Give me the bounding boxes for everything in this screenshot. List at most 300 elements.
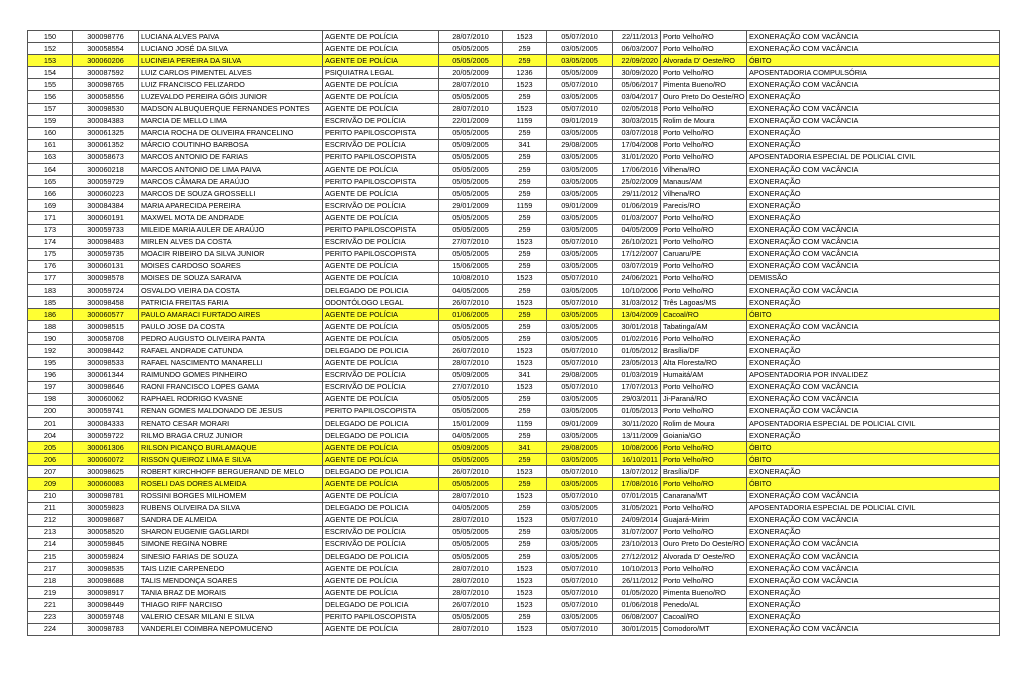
cell-name: ROSELI DAS DORES ALMEIDA (139, 478, 323, 490)
cell-edict: 1159 (503, 200, 547, 212)
cell-position: DELEGADO DE POLICIA (323, 599, 439, 611)
table-row (28, 139, 1000, 151)
cell-date-edict: 05/07/2010 (547, 297, 613, 309)
cell-registration: 300059845 (73, 538, 139, 550)
cell-name: RAFAEL ANDRADE CATUNDA (139, 345, 323, 357)
cell-registration: 300098765 (73, 79, 139, 91)
cell-date-start: 28/07/2010 (439, 79, 503, 91)
cell-registration: 300098783 (73, 623, 139, 635)
cell-location: Porto Velho/RO (661, 381, 747, 393)
cell-position: DELEGADO DE POLICIA (323, 502, 439, 514)
cell-position: AGENTE DE POLÍCIA (323, 31, 439, 43)
cell-position: AGENTE DE POLÍCIA (323, 91, 439, 103)
cell-name: MARCOS CÂMARA DE ARAÚJO (139, 176, 323, 188)
cell-registration: 300059733 (73, 224, 139, 236)
cell-name: MARCOS DE SOUZA GROSSELLI (139, 188, 323, 200)
cell-date-edict: 05/07/2010 (547, 623, 613, 635)
cell-edict: 341 (503, 139, 547, 151)
cell-number: 196 (28, 369, 73, 381)
cell-position: AGENTE DE POLÍCIA (323, 260, 439, 272)
cell-registration: 300060223 (73, 188, 139, 200)
cell-number: 152 (28, 43, 73, 55)
cell-reason: EXONERAÇÃO COM VACÂNCIA (747, 381, 1000, 393)
cell-location: Brasília/DF (661, 466, 747, 478)
cell-name: MOACIR RIBEIRO DA SILVA JUNIOR (139, 248, 323, 260)
cell-registration: 300098687 (73, 514, 139, 526)
cell-edict: 259 (503, 611, 547, 623)
cell-date-start: 05/05/2005 (439, 91, 503, 103)
cell-reason: EXONERAÇÃO COM VACÂNCIA (747, 31, 1000, 43)
cell-registration: 300059729 (73, 176, 139, 188)
table-row (28, 611, 1000, 623)
cell-name: THIAGO RIFF NARCISO (139, 599, 323, 611)
cell-position: AGENTE DE POLÍCIA (323, 164, 439, 176)
cell-date-end: 07/01/2015 (613, 490, 661, 502)
cell-registration: 300087592 (73, 67, 139, 79)
cell-date-start: 05/09/2005 (439, 442, 503, 454)
table-row (28, 91, 1000, 103)
cell-number: 175 (28, 248, 73, 260)
cell-date-start: 05/05/2005 (439, 55, 503, 67)
table-row (28, 357, 1000, 369)
cell-name: RISSON QUEIROZ LIMA E SILVA (139, 454, 323, 466)
table-row (28, 502, 1000, 514)
cell-edict: 259 (503, 333, 547, 345)
cell-reason: EXONERAÇÃO COM VACÂNCIA (747, 224, 1000, 236)
cell-date-start: 04/05/2005 (439, 430, 503, 442)
cell-registration: 300098533 (73, 357, 139, 369)
table-row (28, 393, 1000, 405)
table-row (28, 623, 1000, 635)
cell-reason: EXONERAÇÃO COM VACÂNCIA (747, 103, 1000, 115)
cell-date-start: 05/05/2005 (439, 393, 503, 405)
cell-date-start: 20/05/2009 (439, 67, 503, 79)
cell-date-start: 05/05/2005 (439, 526, 503, 538)
cell-date-start: 28/07/2010 (439, 490, 503, 502)
table-row (28, 284, 1000, 296)
cell-registration: 300059823 (73, 502, 139, 514)
cell-date-end: 01/05/2013 (613, 405, 661, 417)
cell-number: 188 (28, 321, 73, 333)
cell-name: MARCIA ROCHA DE OLIVEIRA FRANCELINO (139, 127, 323, 139)
cell-date-end: 17/07/2013 (613, 381, 661, 393)
cell-date-edict: 03/05/2005 (547, 224, 613, 236)
cell-location: Pimenta Bueno/RO (661, 79, 747, 91)
cell-location: Vilhena/RO (661, 188, 747, 200)
cell-date-end: 17/06/2016 (613, 164, 661, 176)
cell-reason: ÓBITO (747, 309, 1000, 321)
cell-date-end: 01/05/2020 (613, 587, 661, 599)
cell-edict: 259 (503, 309, 547, 321)
table-row (28, 418, 1000, 430)
cell-location: Rolim de Moura (661, 418, 747, 430)
cell-name: PEDRO AUGUSTO OLIVEIRA PANTA (139, 333, 323, 345)
cell-date-edict: 03/05/2005 (547, 478, 613, 490)
cell-date-end: 23/05/2013 (613, 357, 661, 369)
cell-edict: 259 (503, 212, 547, 224)
cell-name: RAFAEL NASCIMENTO MANARELLI (139, 357, 323, 369)
table-row (28, 345, 1000, 357)
cell-reason: EXONERAÇÃO (747, 200, 1000, 212)
cell-location: Porto Velho/RO (661, 224, 747, 236)
cell-date-end: 31/05/2021 (613, 502, 661, 514)
cell-reason: EXONERAÇÃO (747, 357, 1000, 369)
cell-number: 155 (28, 79, 73, 91)
cell-date-end: 30/01/2015 (613, 623, 661, 635)
cell-date-end: 17/08/2016 (613, 478, 661, 490)
cell-name: RILSON PICANÇO BURLAMAQUE (139, 442, 323, 454)
cell-position: AGENTE DE POLÍCIA (323, 478, 439, 490)
cell-number: 192 (28, 345, 73, 357)
cell-edict: 259 (503, 43, 547, 55)
cell-location: Goiania/GO (661, 430, 747, 442)
cell-name: VANDERLEI COIMBRA NEPOMUCENO (139, 623, 323, 635)
cell-name: VALERIO CESAR MILANI E SILVA (139, 611, 323, 623)
cell-date-end: 13/07/2012 (613, 466, 661, 478)
cell-date-end: 10/10/2006 (613, 284, 661, 296)
cell-position: AGENTE DE POLÍCIA (323, 442, 439, 454)
cell-reason: EXONERAÇÃO (747, 188, 1000, 200)
cell-location: Porto Velho/RO (661, 151, 747, 163)
cell-date-edict: 03/05/2005 (547, 538, 613, 550)
cell-registration: 300060206 (73, 55, 139, 67)
cell-edict: 1159 (503, 418, 547, 430)
cell-date-end: 30/11/2020 (613, 418, 661, 430)
cell-date-edict: 09/01/2009 (547, 200, 613, 212)
cell-position: PERITO PAPILOSCOPISTA (323, 176, 439, 188)
cell-location: Porto Velho/RO (661, 502, 747, 514)
cell-date-edict: 05/07/2010 (547, 272, 613, 284)
table-row (28, 454, 1000, 466)
cell-number: 174 (28, 236, 73, 248)
table-row (28, 369, 1000, 381)
cell-number: 190 (28, 333, 73, 345)
cell-edict: 259 (503, 502, 547, 514)
cell-date-end: 31/01/2020 (613, 151, 661, 163)
cell-number: 171 (28, 212, 73, 224)
table-row (28, 260, 1000, 272)
cell-registration: 300098530 (73, 103, 139, 115)
cell-date-edict: 03/05/2005 (547, 55, 613, 67)
cell-reason: EXONERAÇÃO (747, 611, 1000, 623)
cell-date-edict: 03/05/2005 (547, 551, 613, 563)
cell-name: LUIZ CARLOS PIMENTEL ALVES (139, 67, 323, 79)
cell-registration: 300061352 (73, 139, 139, 151)
cell-registration: 300098483 (73, 236, 139, 248)
cell-date-end: 03/04/2017 (613, 91, 661, 103)
cell-edict: 259 (503, 188, 547, 200)
cell-location: Porto Velho/RO (661, 563, 747, 575)
table-row (28, 31, 1000, 43)
cell-edict: 1523 (503, 490, 547, 502)
cell-number: 198 (28, 393, 73, 405)
cell-position: DELEGADO DE POLICIA (323, 551, 439, 563)
cell-date-edict: 03/05/2005 (547, 454, 613, 466)
cell-date-end: 22/11/2013 (613, 31, 661, 43)
cell-reason: EXONERAÇÃO (747, 333, 1000, 345)
cell-location: Parecis/RO (661, 200, 747, 212)
cell-reason: DEMISSÃO (747, 272, 1000, 284)
cell-edict: 259 (503, 405, 547, 417)
cell-edict: 259 (503, 526, 547, 538)
cell-position: AGENTE DE POLÍCIA (323, 79, 439, 91)
cell-location: Porto Velho/RO (661, 212, 747, 224)
table-row (28, 478, 1000, 490)
cell-edict: 259 (503, 224, 547, 236)
cell-registration: 300098515 (73, 321, 139, 333)
cell-reason: ÓBITO (747, 442, 1000, 454)
cell-registration: 300060131 (73, 260, 139, 272)
cell-date-edict: 03/05/2005 (547, 188, 613, 200)
table-row (28, 587, 1000, 599)
cell-edict: 259 (503, 478, 547, 490)
table-row (28, 212, 1000, 224)
cell-edict: 1523 (503, 563, 547, 575)
cell-position: AGENTE DE POLÍCIA (323, 212, 439, 224)
cell-date-edict: 05/07/2010 (547, 490, 613, 502)
cell-date-edict: 03/05/2005 (547, 284, 613, 296)
cell-edict: 341 (503, 369, 547, 381)
cell-registration: 300059824 (73, 551, 139, 563)
cell-date-edict: 05/07/2010 (547, 514, 613, 526)
cell-date-start: 28/07/2010 (439, 31, 503, 43)
cell-reason: ÓBITO (747, 478, 1000, 490)
cell-number: 218 (28, 575, 73, 587)
cell-edict: 259 (503, 538, 547, 550)
cell-date-start: 05/05/2005 (439, 127, 503, 139)
cell-number: 214 (28, 538, 73, 550)
cell-name: SHARON EUGENIE GAGLIARDI (139, 526, 323, 538)
cell-reason: EXONERAÇÃO COM VACÂNCIA (747, 43, 1000, 55)
cell-number: 177 (28, 272, 73, 284)
cell-position: AGENTE DE POLÍCIA (323, 272, 439, 284)
table-row (28, 115, 1000, 127)
cell-reason: ÓBITO (747, 454, 1000, 466)
cell-name: MIRLEN ALVES DA COSTA (139, 236, 323, 248)
cell-date-edict: 05/07/2010 (547, 31, 613, 43)
cell-location: Pimenta Bueno/RO (661, 587, 747, 599)
cell-date-start: 05/05/2005 (439, 551, 503, 563)
cell-name: LUCIANO JOSÉ DA SILVA (139, 43, 323, 55)
cell-number: 200 (28, 405, 73, 417)
cell-date-end: 23/10/2013 (613, 538, 661, 550)
cell-date-end: 24/09/2014 (613, 514, 661, 526)
cell-date-edict: 03/05/2005 (547, 164, 613, 176)
cell-position: AGENTE DE POLÍCIA (323, 357, 439, 369)
table-row (28, 563, 1000, 575)
cell-number: 223 (28, 611, 73, 623)
cell-position: DELEGADO DE POLICIA (323, 430, 439, 442)
cell-location: Ji-Paraná/RO (661, 393, 747, 405)
cell-number: 215 (28, 551, 73, 563)
cell-number: 164 (28, 164, 73, 176)
cell-date-edict: 29/08/2005 (547, 369, 613, 381)
cell-edict: 259 (503, 151, 547, 163)
table-row (28, 599, 1000, 611)
cell-number: 156 (28, 91, 73, 103)
cell-edict: 259 (503, 260, 547, 272)
table-body (28, 31, 1000, 636)
cell-number: 154 (28, 67, 73, 79)
cell-name: ROBERT KIRCHHOFF BERGUERAND DE MELO (139, 466, 323, 478)
cell-name: RENAN GOMES MALDONADO DE JESUS (139, 405, 323, 417)
cell-date-start: 05/05/2005 (439, 611, 503, 623)
cell-number: 213 (28, 526, 73, 538)
cell-reason: ÓBITO (747, 55, 1000, 67)
table-row (28, 526, 1000, 538)
cell-date-start: 05/05/2005 (439, 151, 503, 163)
cell-date-end: 06/03/2007 (613, 43, 661, 55)
cell-date-end: 06/08/2007 (613, 611, 661, 623)
cell-position: AGENTE DE POLÍCIA (323, 490, 439, 502)
cell-location: Alta Floresta/RO (661, 357, 747, 369)
cell-location: Três Lagoas/MS (661, 297, 747, 309)
cell-date-end: 01/02/2016 (613, 333, 661, 345)
cell-number: 169 (28, 200, 73, 212)
cell-location: Penedo/AL (661, 599, 747, 611)
cell-edict: 1523 (503, 357, 547, 369)
cell-date-start: 26/07/2010 (439, 345, 503, 357)
cell-date-edict: 05/07/2010 (547, 79, 613, 91)
cell-date-edict: 05/07/2010 (547, 357, 613, 369)
cell-date-edict: 03/05/2005 (547, 212, 613, 224)
cell-position: AGENTE DE POLÍCIA (323, 575, 439, 587)
cell-position: AGENTE DE POLÍCIA (323, 321, 439, 333)
cell-date-end: 01/06/2018 (613, 599, 661, 611)
cell-name: RAONI FRANCISCO LOPES GAMA (139, 381, 323, 393)
cell-reason: EXONERAÇÃO COM VACÂNCIA (747, 321, 1000, 333)
cell-name: SIMONE REGINA NOBRE (139, 538, 323, 550)
cell-date-edict: 29/08/2005 (547, 442, 613, 454)
table-row (28, 248, 1000, 260)
cell-date-start: 28/07/2010 (439, 563, 503, 575)
cell-date-edict: 03/05/2005 (547, 430, 613, 442)
cell-position: ESCRIVÃO DE POLÍCIA (323, 236, 439, 248)
cell-reason: EXONERAÇÃO (747, 212, 1000, 224)
table-row (28, 103, 1000, 115)
cell-name: PATRICIA FREITAS FARIA (139, 297, 323, 309)
cell-name: RAPHAEL RODRIGO KVASNE (139, 393, 323, 405)
table-row (28, 381, 1000, 393)
cell-date-end: 01/06/2019 (613, 200, 661, 212)
cell-position: ESCRIVÃO DE POLÍCIA (323, 200, 439, 212)
cell-location: Porto Velho/RO (661, 284, 747, 296)
cell-name: MARCOS ANTONIO DE FARIAS (139, 151, 323, 163)
cell-position: DELEGADO DE POLICIA (323, 466, 439, 478)
cell-registration: 300061344 (73, 369, 139, 381)
table-row (28, 490, 1000, 502)
cell-edict: 1159 (503, 115, 547, 127)
cell-date-edict: 05/07/2010 (547, 466, 613, 478)
cell-date-end: 05/06/2017 (613, 79, 661, 91)
cell-position: PERITO PAPILOSCOPISTA (323, 127, 439, 139)
cell-location: Rolim de Moura (661, 115, 747, 127)
cell-date-start: 29/01/2009 (439, 200, 503, 212)
cell-reason: EXONERAÇÃO COM VACÂNCIA (747, 236, 1000, 248)
cell-location: Porto Velho/RO (661, 43, 747, 55)
cell-reason: EXONERAÇÃO (747, 526, 1000, 538)
cell-date-start: 05/09/2005 (439, 369, 503, 381)
cell-registration: 300060191 (73, 212, 139, 224)
cell-registration: 300098646 (73, 381, 139, 393)
cell-position: AGENTE DE POLÍCIA (323, 587, 439, 599)
cell-edict: 259 (503, 393, 547, 405)
cell-date-end: 17/12/2007 (613, 248, 661, 260)
cell-number: 207 (28, 466, 73, 478)
table-row (28, 200, 1000, 212)
cell-date-start: 05/09/2005 (439, 139, 503, 151)
cell-registration: 300098578 (73, 272, 139, 284)
cell-reason: EXONERAÇÃO (747, 345, 1000, 357)
cell-date-end: 10/08/2006 (613, 442, 661, 454)
cell-position: ESCRIVÃO DE POLÍCIA (323, 139, 439, 151)
cell-number: 221 (28, 599, 73, 611)
cell-date-end: 31/03/2012 (613, 297, 661, 309)
table-row (28, 297, 1000, 309)
cell-location: Porto Velho/RO (661, 67, 747, 79)
cell-date-end: 31/07/2007 (613, 526, 661, 538)
cell-edict: 259 (503, 176, 547, 188)
cell-number: 209 (28, 478, 73, 490)
cell-date-edict: 03/05/2005 (547, 260, 613, 272)
cell-name: ROSSINI BORGES MILHOMEM (139, 490, 323, 502)
cell-registration: 300098458 (73, 297, 139, 309)
cell-position: AGENTE DE POLÍCIA (323, 188, 439, 200)
cell-registration: 300098688 (73, 575, 139, 587)
cell-number: 161 (28, 139, 73, 151)
cell-reason: EXONERAÇÃO (747, 587, 1000, 599)
cell-name: TAIS LIZIE CARPENEDO (139, 563, 323, 575)
cell-name: MADSON ALBUQUERQUE FERNANDES PONTES (139, 103, 323, 115)
cell-date-edict: 09/01/2019 (547, 115, 613, 127)
cell-name: MILEIDE MARIA AULER DE ARAÚJO (139, 224, 323, 236)
cell-edict: 1523 (503, 587, 547, 599)
table-row (28, 43, 1000, 55)
table-row (28, 127, 1000, 139)
cell-reason: EXONERAÇÃO (747, 91, 1000, 103)
cell-location: Vilhena/RO (661, 164, 747, 176)
cell-registration: 300059735 (73, 248, 139, 260)
cell-name: MÁRCIO COUTINHO BARBOSA (139, 139, 323, 151)
cell-reason: EXONERAÇÃO COM VACÂNCIA (747, 538, 1000, 550)
cell-reason: EXONERAÇÃO COM VACÂNCIA (747, 563, 1000, 575)
cell-location: Porto Velho/RO (661, 405, 747, 417)
cell-date-edict: 03/05/2005 (547, 43, 613, 55)
cell-date-end: 13/04/2009 (613, 309, 661, 321)
cell-registration: 300098449 (73, 599, 139, 611)
cell-position: ODONTÓLOGO LEGAL (323, 297, 439, 309)
cell-name: TALIS MENDONÇA SOARES (139, 575, 323, 587)
cell-name: LUCINEIA PEREIRA DA SILVA (139, 55, 323, 67)
cell-location: Ouro Preto Do Oeste/RO (661, 538, 747, 550)
cell-location: Porto Velho/RO (661, 31, 747, 43)
cell-edict: 1523 (503, 381, 547, 393)
cell-registration: 300061306 (73, 442, 139, 454)
cell-date-start: 05/05/2005 (439, 321, 503, 333)
cell-position: AGENTE DE POLÍCIA (323, 43, 439, 55)
cell-name: LUIZ FRANCISCO FELIZARDO (139, 79, 323, 91)
cell-date-edict: 09/01/2009 (547, 418, 613, 430)
cell-name: LUCIANA ALVES PAIVA (139, 31, 323, 43)
cell-registration: 300058520 (73, 526, 139, 538)
cell-edict: 1523 (503, 466, 547, 478)
cell-name: RAIMUNDO GOMES PINHEIRO (139, 369, 323, 381)
cell-reason: EXONERAÇÃO (747, 297, 1000, 309)
cell-date-end: 01/03/2019 (613, 369, 661, 381)
cell-registration: 300060577 (73, 309, 139, 321)
cell-name: RENATO CESAR MORARI (139, 418, 323, 430)
table-row (28, 164, 1000, 176)
